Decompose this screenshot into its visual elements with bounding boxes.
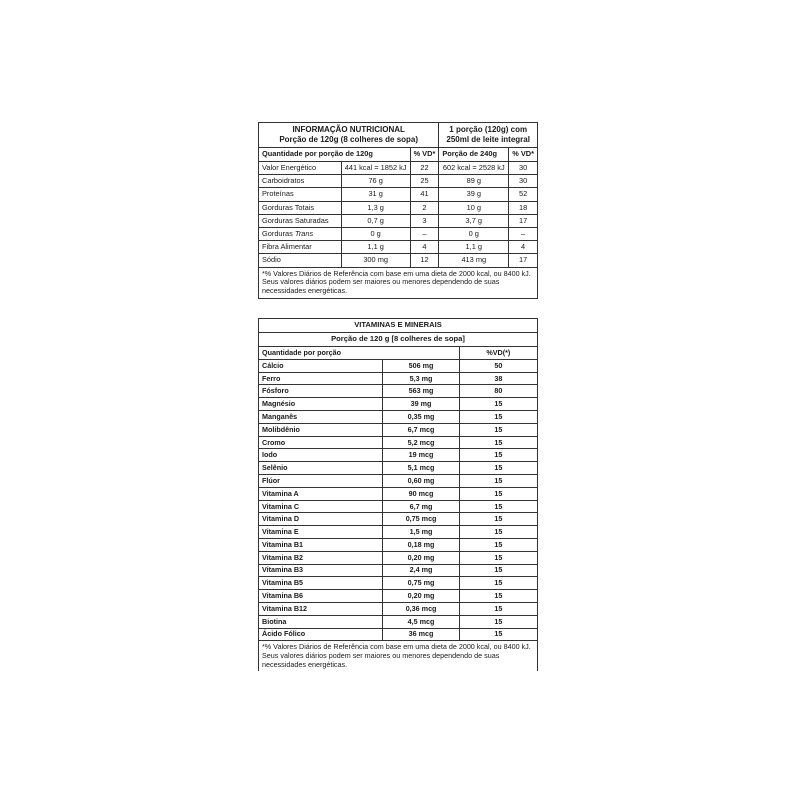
vitamin-quantity: 39 mg [383,398,459,411]
nutrient-row [259,175,538,188]
nutrient-vd-240: 52 [509,188,538,201]
vitamin-vd: 15 [459,449,537,462]
vitamin-vd: 15 [459,538,537,551]
nutrient-name [259,241,342,254]
nutrient-quantity: 31 g [341,188,410,201]
nutrient-name-text: Gorduras [262,228,293,238]
nutrient-name-text: Gorduras Saturadas [262,215,329,225]
vitamin-quantity: 0,20 mg [383,551,459,564]
nutrient-row [259,227,538,240]
nutrient-quantity: 1,3 g [341,201,410,214]
nutrient-vd-240: 18 [509,201,538,214]
vitamins-column-quantity: Quantidade por porção [259,347,460,360]
vitamin-quantity: 6,7 mg [383,500,459,513]
nutrient-name [259,188,342,201]
vitamin-quantity: 5,1 mcg [383,462,459,475]
vitamin-row [259,526,538,539]
nutrition-portion: Porção de 120g (8 colheres de sopa) [279,135,419,144]
vitamin-row [259,423,538,436]
nutrient-row [259,254,538,267]
vitamin-quantity: 0,75 mg [383,577,459,590]
nutrient-name [259,162,342,175]
vitamin-name: Vitamina B5 [259,577,383,590]
nutrient-quantity-240: 10 g [439,201,509,214]
nutrient-quantity: 0 g [341,227,410,240]
vitamin-vd: 15 [459,526,537,539]
vitamin-vd: 80 [459,385,537,398]
vitamin-row [259,385,538,398]
nutrient-quantity: 300 mg [341,254,410,267]
vitamin-row [259,436,538,449]
nutrient-vd: 2 [410,201,439,214]
nutrition-header-cell [259,123,439,148]
vitamin-vd: 38 [459,372,537,385]
vitamin-name: Flúor [259,474,383,487]
nutrient-row [259,241,538,254]
vitamin-quantity: 19 mcg [383,449,459,462]
nutrient-name-text: Gorduras Totais [262,202,315,212]
nutrient-vd: 3 [410,214,439,227]
nutrient-name [259,175,342,188]
nutrient-name [259,214,342,227]
vitamin-row [259,449,538,462]
vitamin-name: Ácido Fólico [259,628,383,641]
vitamin-row [259,359,538,372]
nutrient-name-text: Carboidratos [262,176,305,186]
nutrient-vd: 41 [410,188,439,201]
vitamins-title: VITAMINAS E MINERAIS [259,319,538,333]
vitamin-quantity: 0,60 mg [383,474,459,487]
vitamin-vd: 15 [459,487,537,500]
vitamin-quantity: 0,36 mcg [383,602,459,615]
nutrient-quantity-240: 602 kcal = 2528 kJ [439,162,509,175]
vitamin-row [259,615,538,628]
vitamin-quantity: 563 mg [383,385,459,398]
vitamin-name: Vitamina B1 [259,538,383,551]
vitamin-quantity: 4,5 mcg [383,615,459,628]
vitamin-name: Magnésio [259,398,383,411]
vitamin-name: Manganês [259,410,383,423]
vitamin-vd: 50 [459,359,537,372]
nutrient-vd: – [410,227,439,240]
nutrient-vd: 25 [410,175,439,188]
nutrient-row [259,162,538,175]
nutrient-name-italic: Trans [294,228,314,238]
nutrient-name-text: Proteínas [262,189,294,199]
nutrient-name-text: Valor Energético [262,163,317,173]
vitamin-row [259,462,538,475]
nutrient-quantity: 76 g [341,175,410,188]
vitamin-vd: 15 [459,628,537,641]
nutrient-vd: 4 [410,241,439,254]
vitamin-quantity: 6,7 mcg [383,423,459,436]
nutrient-vd: 22 [410,162,439,175]
vitamin-name: Vitamina B6 [259,590,383,603]
nutrition-facts-table [258,122,538,299]
nutrient-row [259,214,538,227]
nutrient-quantity-240: 39 g [439,188,509,201]
nutrient-quantity-240: 413 mg [439,254,509,267]
vitamin-row [259,538,538,551]
nutrient-name-text: Sódio [262,255,281,265]
vitamin-vd: 15 [459,577,537,590]
nutrient-vd-240: 17 [509,214,538,227]
vitamin-vd: 15 [459,513,537,526]
vitamin-quantity: 0,18 mg [383,538,459,551]
nutrition-footnote: *% Valores Diários de Referência com base em uma dieta de 2000 kcal, ou 8400 kJ. Seus valores diários podem ser maiores ou menores dependendo de suas necessidades energéticas. [259,267,538,299]
vitamin-name: Fósforo [259,385,383,398]
vitamin-row [259,590,538,603]
nutrient-row [259,201,538,214]
nutrient-quantity: 441 kcal = 1852 kJ [341,162,410,175]
vitamin-quantity: 1,5 mg [383,526,459,539]
nutrient-vd: 12 [410,254,439,267]
nutrient-vd-240: 4 [509,241,538,254]
vitamin-name: Cromo [259,436,383,449]
vitamin-vd: 15 [459,398,537,411]
vitamin-quantity: 0,75 mcg [383,513,459,526]
vitamin-vd: 15 [459,615,537,628]
vitamin-row [259,577,538,590]
nutrient-quantity-240: 0 g [439,227,509,240]
vitamin-name: Vitamina D [259,513,383,526]
nutrient-quantity: 0,7 g [341,214,410,227]
nutrition-side-header: 1 porção (120g) com 250ml de leite integral [439,123,538,148]
nutrient-quantity-240: 3,7 g [439,214,509,227]
vitamin-row [259,551,538,564]
vitamin-quantity: 0,35 mg [383,410,459,423]
vitamin-name: Vitamina B3 [259,564,383,577]
vitamin-name: Ferro [259,372,383,385]
nutrient-quantity: 1,1 g [341,241,410,254]
vitamin-vd: 15 [459,410,537,423]
vitamin-name: Selênio [259,462,383,475]
vitamin-row [259,500,538,513]
vitamin-vd: 15 [459,474,537,487]
column-header-vd: % VD* [410,148,439,162]
vitamin-row [259,372,538,385]
vitamin-quantity: 5,3 mg [383,372,459,385]
vitamins-column-vd: %VD(*) [459,347,537,360]
vitamin-vd: 15 [459,551,537,564]
nutrient-name [259,201,342,214]
vitamin-row [259,602,538,615]
vitamin-name: Cálcio [259,359,383,372]
vitamins-minerals-table [258,318,538,671]
vitamin-vd: 15 [459,436,537,449]
vitamin-row [259,398,538,411]
nutrient-name [259,227,342,240]
nutrient-vd-240: – [509,227,538,240]
vitamin-vd: 15 [459,590,537,603]
nutrient-vd-240: 17 [509,254,538,267]
vitamin-row [259,410,538,423]
nutrition-title: INFORMAÇÃO NUTRICIONAL [292,125,405,134]
vitamin-quantity: 506 mg [383,359,459,372]
vitamin-name: Vitamina E [259,526,383,539]
vitamin-vd: 15 [459,462,537,475]
vitamin-row [259,564,538,577]
vitamin-name: Iodo [259,449,383,462]
nutrient-name [259,254,342,267]
vitamin-quantity: 0,20 mg [383,590,459,603]
vitamin-name: Vitamina B12 [259,602,383,615]
vitamin-name: Biotina [259,615,383,628]
nutrient-row [259,188,538,201]
vitamin-row [259,513,538,526]
nutrient-vd-240: 30 [509,162,538,175]
vitamin-row [259,474,538,487]
vitamins-footnote: *% Valores Diários de Referência com base em uma dieta de 2000 kcal, ou 8400 kJ. Seus valores diários podem ser maiores ou menores dependendo de suas necessidades energéticas. [259,641,538,671]
vitamin-quantity: 2,4 mg [383,564,459,577]
vitamin-row [259,487,538,500]
vitamin-vd: 15 [459,500,537,513]
vitamin-name: Vitamina C [259,500,383,513]
nutrient-quantity-240: 1,1 g [439,241,509,254]
nutrient-quantity-240: 89 g [439,175,509,188]
vitamins-portion: Porção de 120 g [8 colheres de sopa] [259,333,538,347]
vitamin-name: Molibdênio [259,423,383,436]
column-header-vd-2: % VD* [509,148,538,162]
vitamin-vd: 15 [459,423,537,436]
vitamin-vd: 15 [459,602,537,615]
column-header-quantity: Quantidade por porção de 120g [259,148,411,162]
vitamin-quantity: 5,2 mcg [383,436,459,449]
vitamin-name: Vitamina A [259,487,383,500]
nutrient-vd-240: 30 [509,175,538,188]
vitamin-quantity: 36 mcg [383,628,459,641]
nutrient-name-text: Fibra Alimentar [262,242,312,252]
vitamin-name: Vitamina B2 [259,551,383,564]
vitamin-row [259,628,538,641]
vitamin-quantity: 90 mcg [383,487,459,500]
column-header-portion-240: Porção de 240g [439,148,509,162]
vitamin-vd: 15 [459,564,537,577]
